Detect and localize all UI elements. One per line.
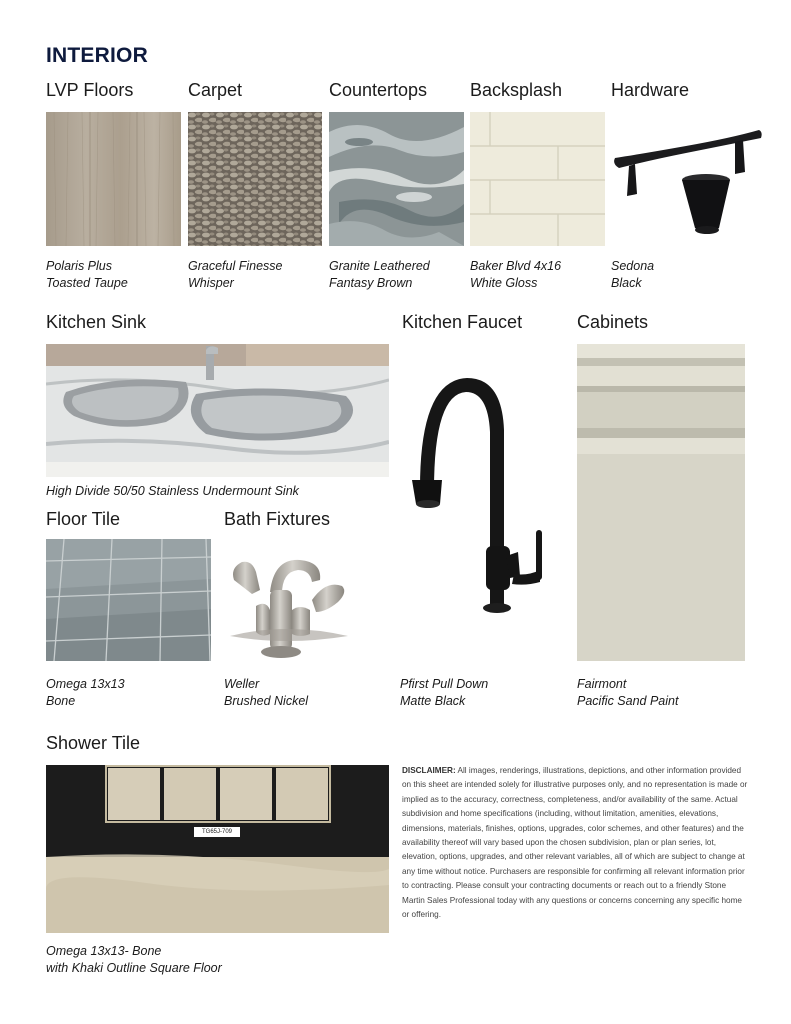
cabinets-heading: Cabinets	[577, 312, 649, 332]
bath-fixtures-caption	[224, 676, 308, 710]
cabinets-swatch	[577, 344, 745, 661]
cabinets-caption	[577, 676, 678, 710]
hardware-color: Black	[611, 276, 642, 290]
bath-fixtures-name: Weller	[224, 677, 260, 691]
shower-tile-image	[46, 765, 389, 933]
cabinets-name: Fairmont	[577, 677, 627, 691]
kitchen-faucet-caption	[400, 676, 488, 710]
page-title: INTERIOR	[46, 44, 148, 67]
lvp-floors-name: Polaris Plus	[46, 259, 112, 273]
backsplash-caption	[470, 258, 561, 292]
kitchen-sink-caption: High Divide 50/50 Stainless Undermount Sink	[46, 484, 299, 498]
kitchen-faucet-name: Pfirst Pull Down	[400, 677, 489, 691]
shower-tile-heading: Shower Tile	[46, 733, 141, 753]
backsplash-swatch	[470, 112, 605, 246]
carpet-name: Graceful Finesse	[188, 259, 283, 273]
floor-tile-caption	[46, 676, 125, 710]
floor-tile-swatch	[46, 539, 211, 661]
floor-tile-heading: Floor Tile	[46, 509, 121, 529]
carpet-color: Whisper	[188, 276, 234, 290]
countertops-color: Fantasy Brown	[329, 276, 413, 290]
backsplash-name: Baker Blvd 4x16	[470, 259, 562, 273]
kitchen-faucet-image	[402, 370, 552, 632]
bath-fixtures-image	[226, 550, 352, 662]
lvp-floors-heading: LVP Floors	[46, 80, 134, 100]
shower-tile-label-tag: TG65J-709	[194, 827, 240, 837]
hardware-caption	[611, 258, 654, 292]
kitchen-sink-image	[46, 344, 389, 477]
backsplash-color: White Gloss	[470, 276, 538, 290]
shower-tile-caption	[46, 943, 222, 977]
carpet-heading: Carpet	[188, 80, 243, 100]
countertops-swatch	[329, 112, 464, 246]
carpet-swatch	[188, 112, 322, 246]
lvp-floors-color: Toasted Taupe	[46, 276, 128, 290]
disclaimer-heading: DISCLAIMER:	[402, 766, 456, 775]
hardware-name: Sedona	[611, 259, 655, 273]
kitchen-faucet-heading: Kitchen Faucet	[402, 312, 523, 332]
disclaimer-body: All images, renderings, illustrations, depictions, and other information provided on this sheet are intended solely for illustrative purposes only, and no representation is made or implied as to the accuracy, correctness, completeness, and/or availability of the same. Actual subdivision and home specifications (including, without limitation, amenities, elevations, dimensions, materials, finishes, options, upgrades, color schemes, and other features) and the availability thereof will vary based upon the chosen subdivision, plan or plan series, lot, elevation, options, upgrades, and other relevant variables, all of which are subject to change at any time without notice. Purchasers are responsible for confirming all relevant information prior to contracting. Please consult your contracting documents or reach out to a friendly Stone Martin Sales Professional today with any questions or concerns concerning any specific home or offering.	[402, 766, 748, 920]
shower-tile-detail: with Khaki Outline Square Floor	[46, 961, 222, 975]
lvp-floors-swatch	[46, 112, 181, 246]
bath-fixtures-heading: Bath Fixtures	[224, 509, 331, 529]
bath-fixtures-color: Brushed Nickel	[224, 694, 309, 708]
shower-tile-name: Omega 13x13- Bone	[46, 944, 162, 958]
floor-tile-color: Bone	[46, 694, 76, 708]
cabinets-color: Pacific Sand Paint	[577, 694, 679, 708]
floor-tile-name: Omega 13x13	[46, 677, 125, 691]
kitchen-faucet-color: Matte Black	[400, 694, 466, 708]
backsplash-heading: Backsplash	[470, 80, 563, 100]
countertops-heading: Countertops	[329, 80, 428, 100]
carpet-caption	[188, 258, 282, 292]
countertops-caption	[329, 258, 430, 292]
hardware-image	[611, 120, 766, 242]
countertops-name: Granite Leathered	[329, 259, 430, 273]
lvp-floors-caption	[46, 258, 128, 292]
disclaimer-text	[402, 764, 748, 922]
hardware-heading: Hardware	[611, 80, 690, 100]
kitchen-sink-heading: Kitchen Sink	[46, 312, 147, 332]
